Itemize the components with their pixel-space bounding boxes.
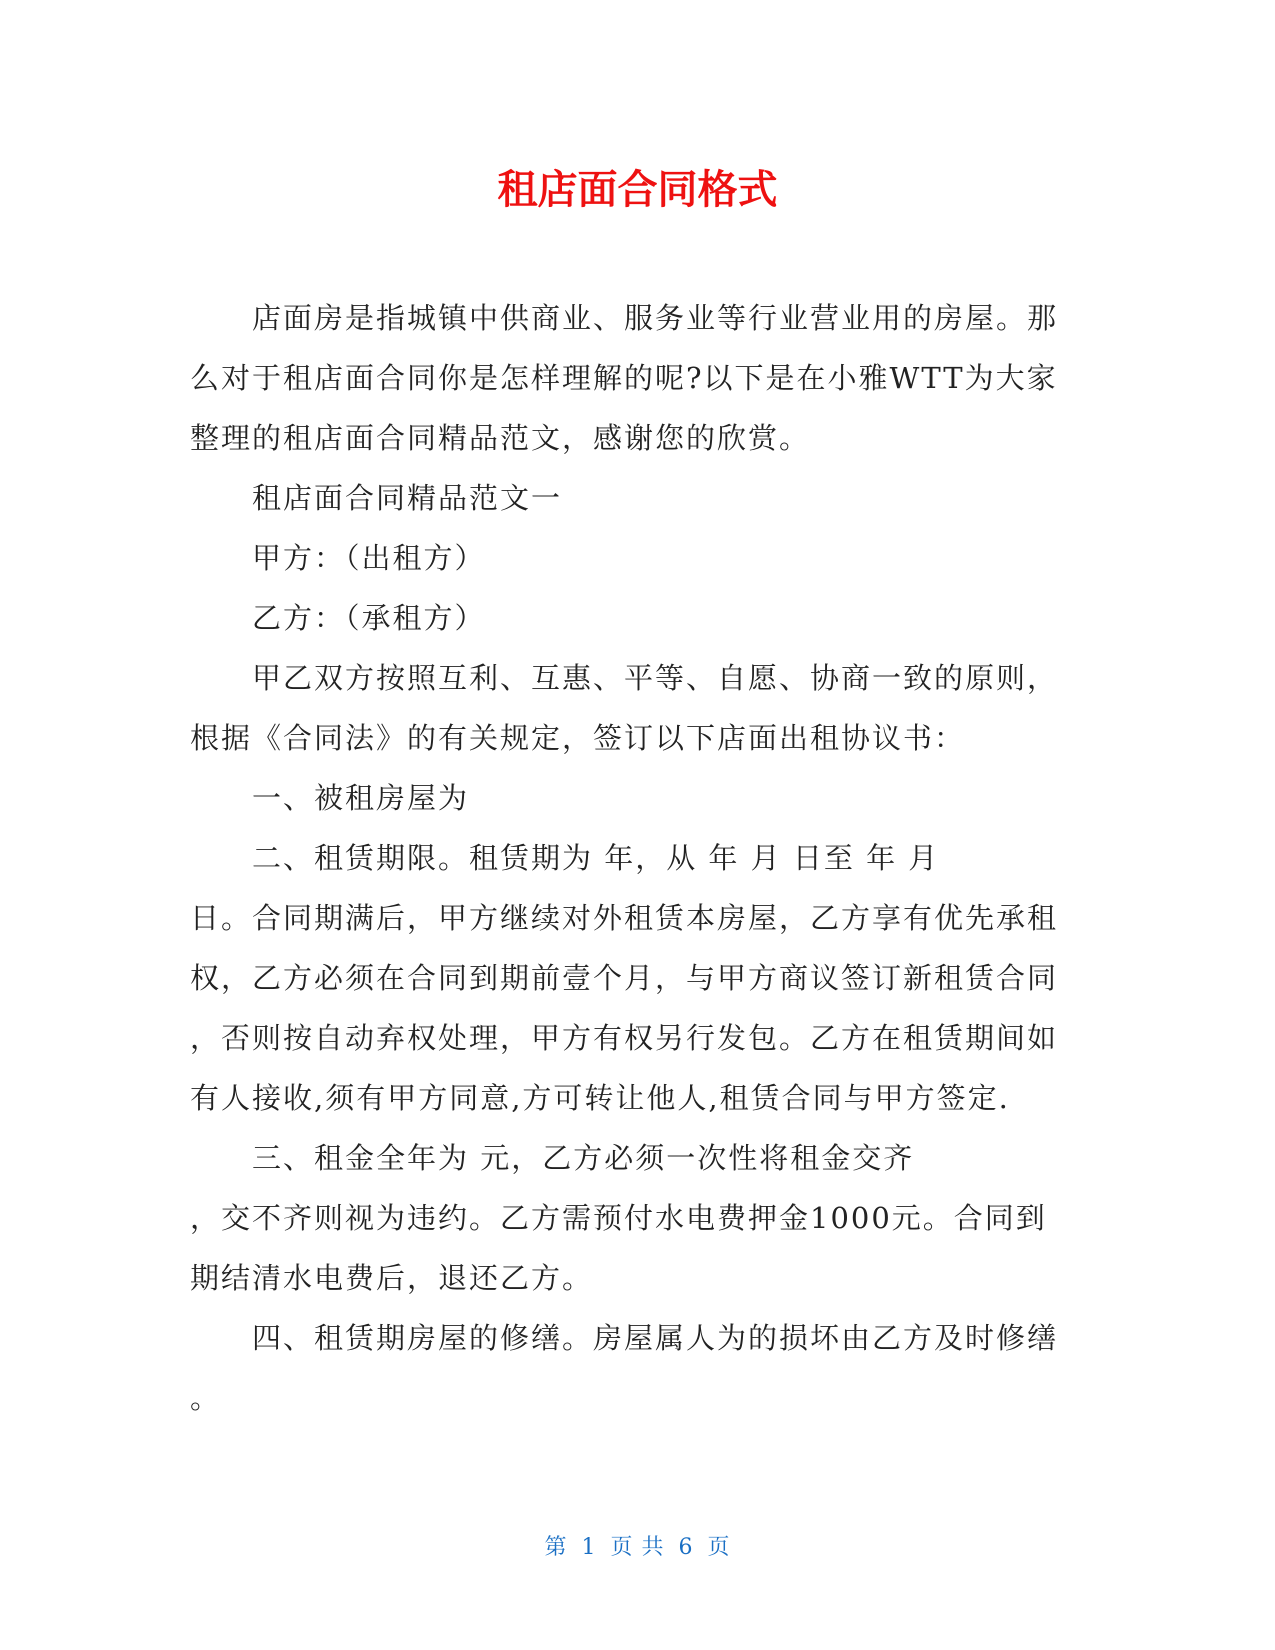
paragraph-sample-heading: 租店面合同精品范文一 (252, 481, 563, 515)
paragraph-clause-4-cont: 。 (190, 1381, 222, 1415)
footer-middle: 页 共 (610, 1535, 665, 1560)
paragraph-clause-2-cont-1: 日。合同期满后，甲方继续对外租赁本房屋，乙方享有优先承租权，乙方必须在合同到期前壹个月，与甲方商议签订新租赁合同 (190, 901, 1059, 995)
paragraph-clause-1: 一、被租房屋为 (252, 781, 470, 815)
paragraph-clause-3: 三、租金全年为 元，乙方必须一次性将租金交齐 (252, 1141, 915, 1175)
paragraph-clause-2: 二、租赁期限。租赁期为 年，从 年 月 日至 年 月 (252, 841, 940, 875)
footer-total-pages: 6 (678, 1535, 694, 1560)
paragraph-clause-2-cont-2: ，否则按自动弃权处理，甲方有权另行发包。乙方在租赁期间如有人接收,须有甲方同意,方可转让他人,租赁合同与甲方签定. (190, 1021, 1059, 1115)
paragraph-party-b: 乙方：（承租方） (252, 601, 486, 635)
paragraph-intro: 店面房是指城镇中供商业、服务业等行业营业用的房屋。那么对于租店面合同你是怎样理解的呢?以下是在小雅WTT为大家整理的租店面合同精品范文，感谢您的欣赏。 (190, 301, 1059, 455)
footer-page-number: 1 (581, 1535, 597, 1560)
paragraph-party-a: 甲方：（出租方） (252, 541, 486, 575)
document-title: 租店面合同格式 (497, 167, 778, 213)
paragraph-principles: 甲乙双方按照互利、互惠、平等、自愿、协商一致的原则，根据《合同法》的有关规定，签订以下店面出租协议书： (190, 661, 1059, 755)
paragraph-clause-3-cont: ，交不齐则视为违约。乙方需预付水电费押金1000元。合同到期结清水电费后，退还乙方。 (190, 1201, 1047, 1295)
document-body (190, 288, 1070, 1428)
page-footer (0, 1530, 1275, 1561)
footer-prefix: 第 (544, 1535, 568, 1560)
paragraph-clause-4: 四、租赁期房屋的修缮。房屋属人为的损坏由乙方及时修缮 (252, 1321, 1059, 1355)
footer-suffix: 页 (707, 1535, 731, 1560)
